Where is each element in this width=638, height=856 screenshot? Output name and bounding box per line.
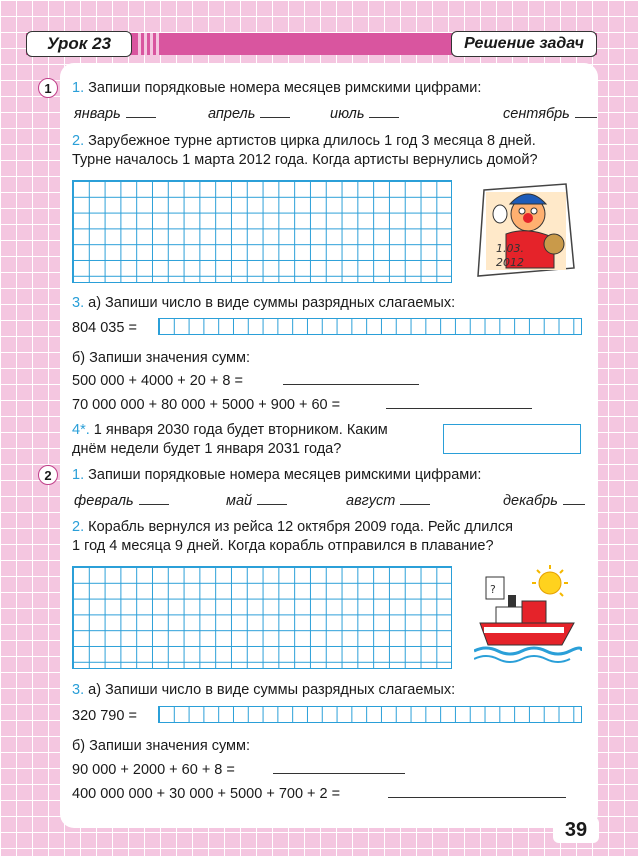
answer-blank[interactable]	[260, 105, 290, 118]
s1-month-1	[74, 105, 156, 123]
answer-blank[interactable]	[126, 105, 156, 118]
month-label: декабрь	[503, 493, 558, 509]
s2-number: 320 790 =	[72, 708, 137, 724]
picture-date-2: 2012	[496, 256, 524, 269]
s2-month-2	[226, 492, 287, 510]
s1-month-4	[503, 105, 597, 123]
header-stripe	[150, 33, 153, 55]
answer-blank[interactable]	[139, 492, 169, 505]
header-stripe	[156, 33, 159, 55]
month-label: январь	[74, 106, 121, 122]
s1-month-2	[208, 105, 290, 123]
s1-sum2: 70 000 000 + 80 000 + 5000 + 900 + 60 =	[72, 397, 341, 413]
s2-task2-text1: Корабль вернулся из рейса 12 октября 2009 года. Рейс длился	[88, 519, 513, 535]
month-label: август	[346, 493, 396, 509]
header-stripe	[144, 33, 147, 55]
s1-solution-grid[interactable]	[72, 180, 452, 283]
month-label: сентябрь	[503, 106, 570, 122]
s1-sum1-answer-line[interactable]	[283, 384, 419, 385]
s2-task1-text: Запиши порядковые номера месяцев римскими цифрами:	[88, 467, 482, 483]
picture-date-1: 1.03.	[496, 242, 524, 255]
answer-blank[interactable]	[369, 105, 399, 118]
header-stripe	[138, 33, 141, 55]
s2-month-3	[346, 492, 430, 510]
section-1-badge: 1	[38, 78, 58, 98]
s1-task2-line1	[72, 132, 536, 150]
s2-sum2: 400 000 000 + 30 000 + 5000 + 700 + 2 =	[72, 786, 341, 802]
s2-solution-grid[interactable]	[72, 566, 452, 669]
s2-digit-cells[interactable]	[158, 706, 582, 723]
s2-task3-title	[72, 681, 455, 699]
s2-sum1-answer-line[interactable]	[273, 773, 405, 774]
s1-number: 804 035 =	[72, 320, 137, 336]
svg-text:?: ?	[490, 583, 496, 596]
s2-task2-line1	[72, 518, 513, 536]
s2-sum2-answer-line[interactable]	[388, 797, 566, 798]
s1-task1-text: Запиши порядковые номера месяцев римскими цифрами:	[88, 80, 482, 96]
s1-task4-text1: 1 января 2030 года будет вторником. Каким	[93, 422, 388, 438]
s1-sum1: 500 000 + 4000 + 20 + 8 =	[72, 373, 243, 389]
month-label: февраль	[74, 493, 134, 509]
s1-task4-answer-box[interactable]	[443, 424, 581, 454]
s2-task2-num: 2.	[72, 519, 85, 535]
clown-picture	[470, 180, 578, 280]
answer-blank[interactable]	[575, 105, 597, 118]
s1-month-3	[330, 105, 399, 123]
month-label: июль	[330, 106, 365, 122]
s1-task3-title	[72, 294, 455, 312]
answer-blank[interactable]	[257, 492, 287, 505]
answer-blank[interactable]	[563, 492, 585, 505]
s1-task4-line1	[72, 421, 388, 439]
s1-task3-num: 3.	[72, 295, 85, 311]
s1-task3-text: а) Запиши число в виде суммы разрядных слагаемых:	[88, 295, 456, 311]
s1-sum2-answer-line[interactable]	[386, 408, 532, 409]
topic-label: Решение задач	[451, 31, 597, 57]
s2-month-1	[74, 492, 169, 510]
s2-month-4	[503, 492, 585, 510]
s2-task1-title	[72, 466, 481, 484]
s2-task2-line2: 1 год 4 месяца 9 дней. Когда корабль отправился в плавание?	[72, 538, 494, 554]
s2-task3-num: 3.	[72, 682, 85, 698]
s1-task2-text1: Зарубежное турне артистов цирка длилось 1 год 3 месяца 8 дней.	[88, 133, 536, 149]
ship-picture	[474, 565, 582, 665]
page-number: 39	[553, 817, 599, 843]
s2-sum1: 90 000 + 2000 + 60 + 8 =	[72, 762, 235, 778]
s1-task2-num: 2.	[72, 133, 85, 149]
s2-task3b-text: б) Запиши значения сумм:	[72, 738, 251, 754]
month-label: апрель	[208, 106, 256, 122]
month-label: май	[226, 493, 253, 509]
s2-task1-num: 1.	[72, 467, 85, 483]
s1-task3b-text: б) Запиши значения сумм:	[72, 350, 251, 366]
lesson-label: Урок 23	[26, 31, 132, 57]
s1-task2-line2: Турне началось 1 марта 2012 года. Когда артисты вернулись домой?	[72, 152, 538, 168]
s1-task4-line2: днём недели будет 1 января 2031 года?	[72, 441, 342, 457]
section-2-badge: 2	[38, 465, 58, 485]
s2-task3-text: а) Запиши число в виде суммы разрядных слагаемых:	[88, 682, 456, 698]
s1-task1-num: 1.	[72, 80, 85, 96]
s1-digit-cells[interactable]	[158, 318, 582, 335]
s1-task1-title	[72, 79, 481, 97]
answer-blank[interactable]	[400, 492, 430, 505]
s1-task4-num: 4*.	[72, 422, 90, 438]
